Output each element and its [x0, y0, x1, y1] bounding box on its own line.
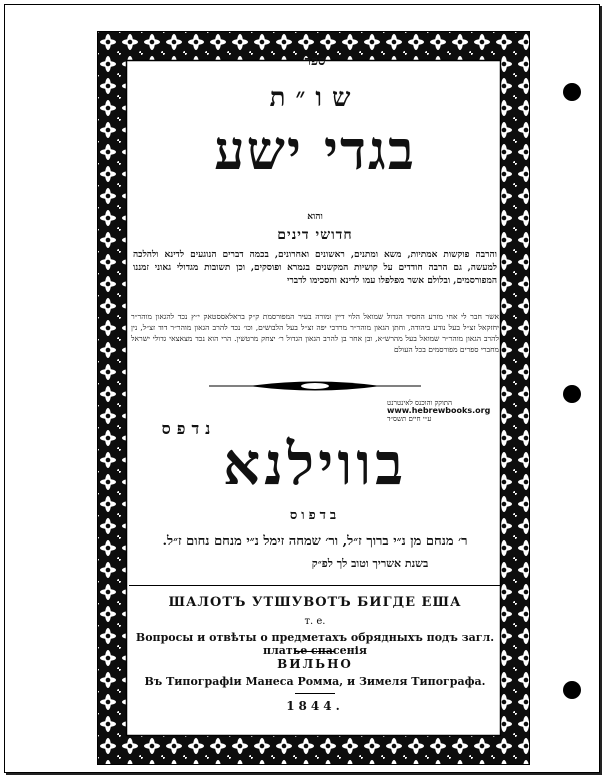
short-rule — [295, 651, 335, 652]
description-paragraph: והרבה פוקשות אמתיות, משא ומתנים, ראשונים ואחרונים, בכמה דברים הנוגעים לדינא ולהלכה למעשה, גם הרבה חודדים על קושיות המקשנים בגמרא ופוסקים, וכן תשובות מגדולי גאוני זמננו המפורסמים, ובלולם אשר מפלפלו עמו לדינא והסכימו לדברי — [133, 250, 497, 286]
scanned-page — [4, 4, 600, 773]
russian-printer: Въ Типографіи Манеса Ромма, и Зимеля Типографа. — [144, 675, 486, 688]
title-page-content — [129, 54, 501, 723]
sefer-label: ספר — [304, 54, 326, 69]
russian-te: т. е. — [304, 616, 326, 627]
russian-subtitle: Вопросы и отвѣты о предметахъ обрядныхъ подъ загл. платье спасенія — [135, 631, 495, 657]
city-title: בווילנא — [222, 430, 408, 498]
binder-hole — [563, 681, 581, 699]
printers-line: ר׳ מנחם מן נ״י ברוך ז״ל, ור׳ שמחה זימל נ״י מנחם נחום ז״ל. — [162, 534, 468, 549]
bidfus-word: בדפוס — [289, 508, 341, 523]
vehu-word: והוא — [307, 212, 323, 222]
chiddushei-heading: חדושי דינים — [277, 227, 353, 243]
short-rule — [295, 693, 335, 694]
divider-rule — [129, 585, 501, 586]
stamp-line: התוקק והוכנס לאינטרנט — [387, 399, 453, 407]
binder-hole — [563, 83, 581, 101]
russian-year: 1844. — [286, 699, 344, 713]
binder-hole — [563, 385, 581, 403]
author-paragraph: אשר חבר לי אחי מזרע החסיד הגדול שמואל הלוי דיין ומורה בעיר המפורסמת ק״ק בראלאססטאק י״ץ נכד להגאון מוהר״ר יחזקאל זצ״ל בעל נודע ביהודה, וחתן הגאון מוהר״ר מרדכי יפה זצ״ל בעל הלבושים, וכו׳ נכד להרב הגאון מוהר״ר דוד זצ״ל, נין להרב הגאון מוהר״ר שמואל בעל מהרש״א, ובן אחר בן להרב הגאון הגדול ר׳ יצחק מרטשין. הרי הוא נכד מצאצאי גדולי ישראל מחברי ספרים מפורסמים בכל העולם — [131, 312, 499, 354]
russian-title: ШАЛОТЪ УТШУВОТЪ БИГДЕ ЕША — [168, 595, 462, 610]
stamp-url: www.hebrewbooks.org — [387, 406, 491, 415]
hebrew-year: בשנת אשריך וטוב לך לפ״ק — [311, 557, 429, 570]
book-title: בגדי ישע — [214, 118, 416, 182]
shut-heading: שו״ת — [269, 83, 361, 113]
digitization-stamp — [387, 399, 507, 423]
stamp-line: ע״י חיים תשס״ד — [387, 415, 432, 423]
russian-city: ВИЛЬНО — [277, 657, 353, 671]
nidpas-word: נדפס — [161, 419, 217, 438]
ornamental-divider — [209, 379, 421, 393]
